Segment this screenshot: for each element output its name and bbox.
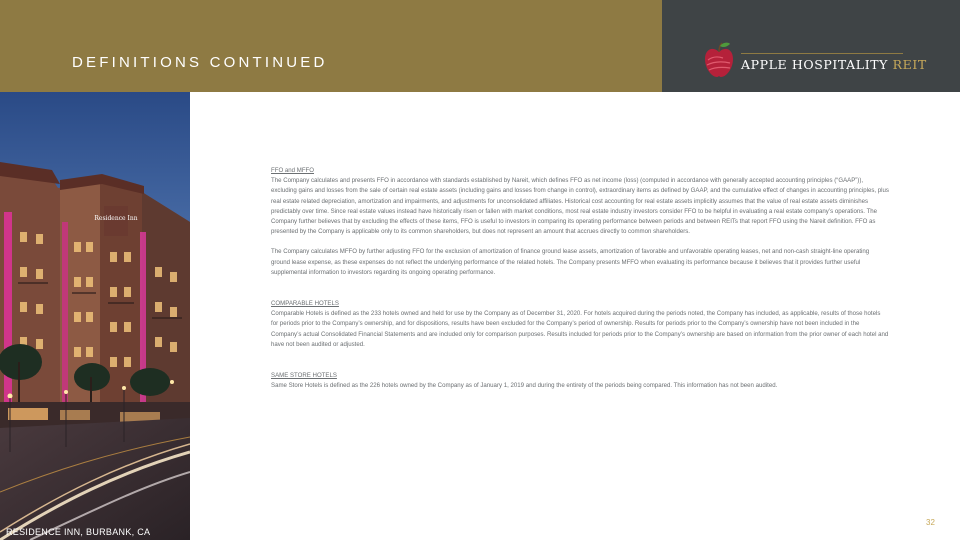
apple-icon (703, 40, 735, 80)
logo-wordmark (741, 57, 927, 72)
spacer (271, 237, 889, 247)
definitions-body (271, 166, 889, 391)
spacer (271, 350, 889, 371)
page-number: 32 (926, 518, 935, 527)
company-logo (703, 40, 927, 84)
header-band (0, 0, 662, 92)
ffo-heading: FFO and MFFO (271, 167, 314, 174)
comparable-hotels-heading: COMPARABLE HOTELS (271, 300, 339, 308)
ffo-paragraph-1: The Company calculates and presents FFO in accordance with standards established by Nareit, which defines FFO as net income (loss) (computed in accordance with generally accepted accounting principles (“GAAP”)), excluding gains and losses from the sale of certain real estate assets (including gains and losses from change in control), extraordinary items as defined by GAAP, and the cumulative effect of changes in accounting principles, plus real estate related depreciation, amortization and impairments, and adjustments for unconsolidated affiliates. Historical cost accounting for real estate assets implicitly assumes that the value of real estate assets diminishes predictably over time. Since real estate values instead have historically risen or fallen with market conditions, most real estate industry investors consider FFO to be helpful in evaluating a real estate company’s operations. The Company further believes that by excluding the effects of these items, FFO is useful to investors in comparing its operating performance between periods and between REITs that report FFO using the Nareit definition. FFO as presented by the Company is applicable only to its common shareholders, but does not represent an amount that accrues directly to common shareholders. (271, 177, 889, 236)
hotel-sign-text: Residence Inn (94, 215, 138, 222)
hotel-photo (0, 92, 190, 540)
same-store-heading: SAME STORE HOTELS (271, 372, 337, 380)
logo-text: APPLE HOSPITALITY (741, 57, 889, 72)
logo-divider (741, 53, 903, 54)
photo-caption: RESIDENCE INN, BURBANK, CA (6, 527, 151, 537)
logo-accent: REIT (892, 57, 927, 72)
page-title: DEFINITIONS CONTINUED (72, 54, 328, 71)
comparable-hotels-paragraph: Comparable Hotels is defined as the 233 hotels owned and held for use by the Company as of December 31, 2020. For hotels acquired during the periods noted, the Company has included, as applicable, results of those hotels for periods prior to the Company’s ownership, and for dispositions, results have been excluded for the Company’s period of ownership. Results for periods prior to the Company’s ownership have not been included in the Company’s actual Consolidated Financial Statements and are included only for comparison purposes. Results included for periods prior to the Company’s ownership are based on information from the prior owner of each hotel and have not been audited or adjusted. (271, 310, 889, 348)
spacer (271, 278, 889, 299)
same-store-paragraph: Same Store Hotels is defined as the 226 hotels owned by the Company as of January 1, 2019 and during the entirety of the periods being compared. This information has not been audited. (271, 382, 778, 390)
ffo-paragraph-2: The Company calculates MFFO by further adjusting FFO for the exclusion of amortization of finance ground lease assets, amortization of favorable and unfavorable operating leases, net and non-cash straight-line operating ground lease expense, as these expenses do not reflect the underlying performance of the related hotels. The Company presents MFFO when evaluating its performance because it believes that it provides further useful supplemental information to investors regarding its ongoing operating performance. (271, 248, 870, 276)
